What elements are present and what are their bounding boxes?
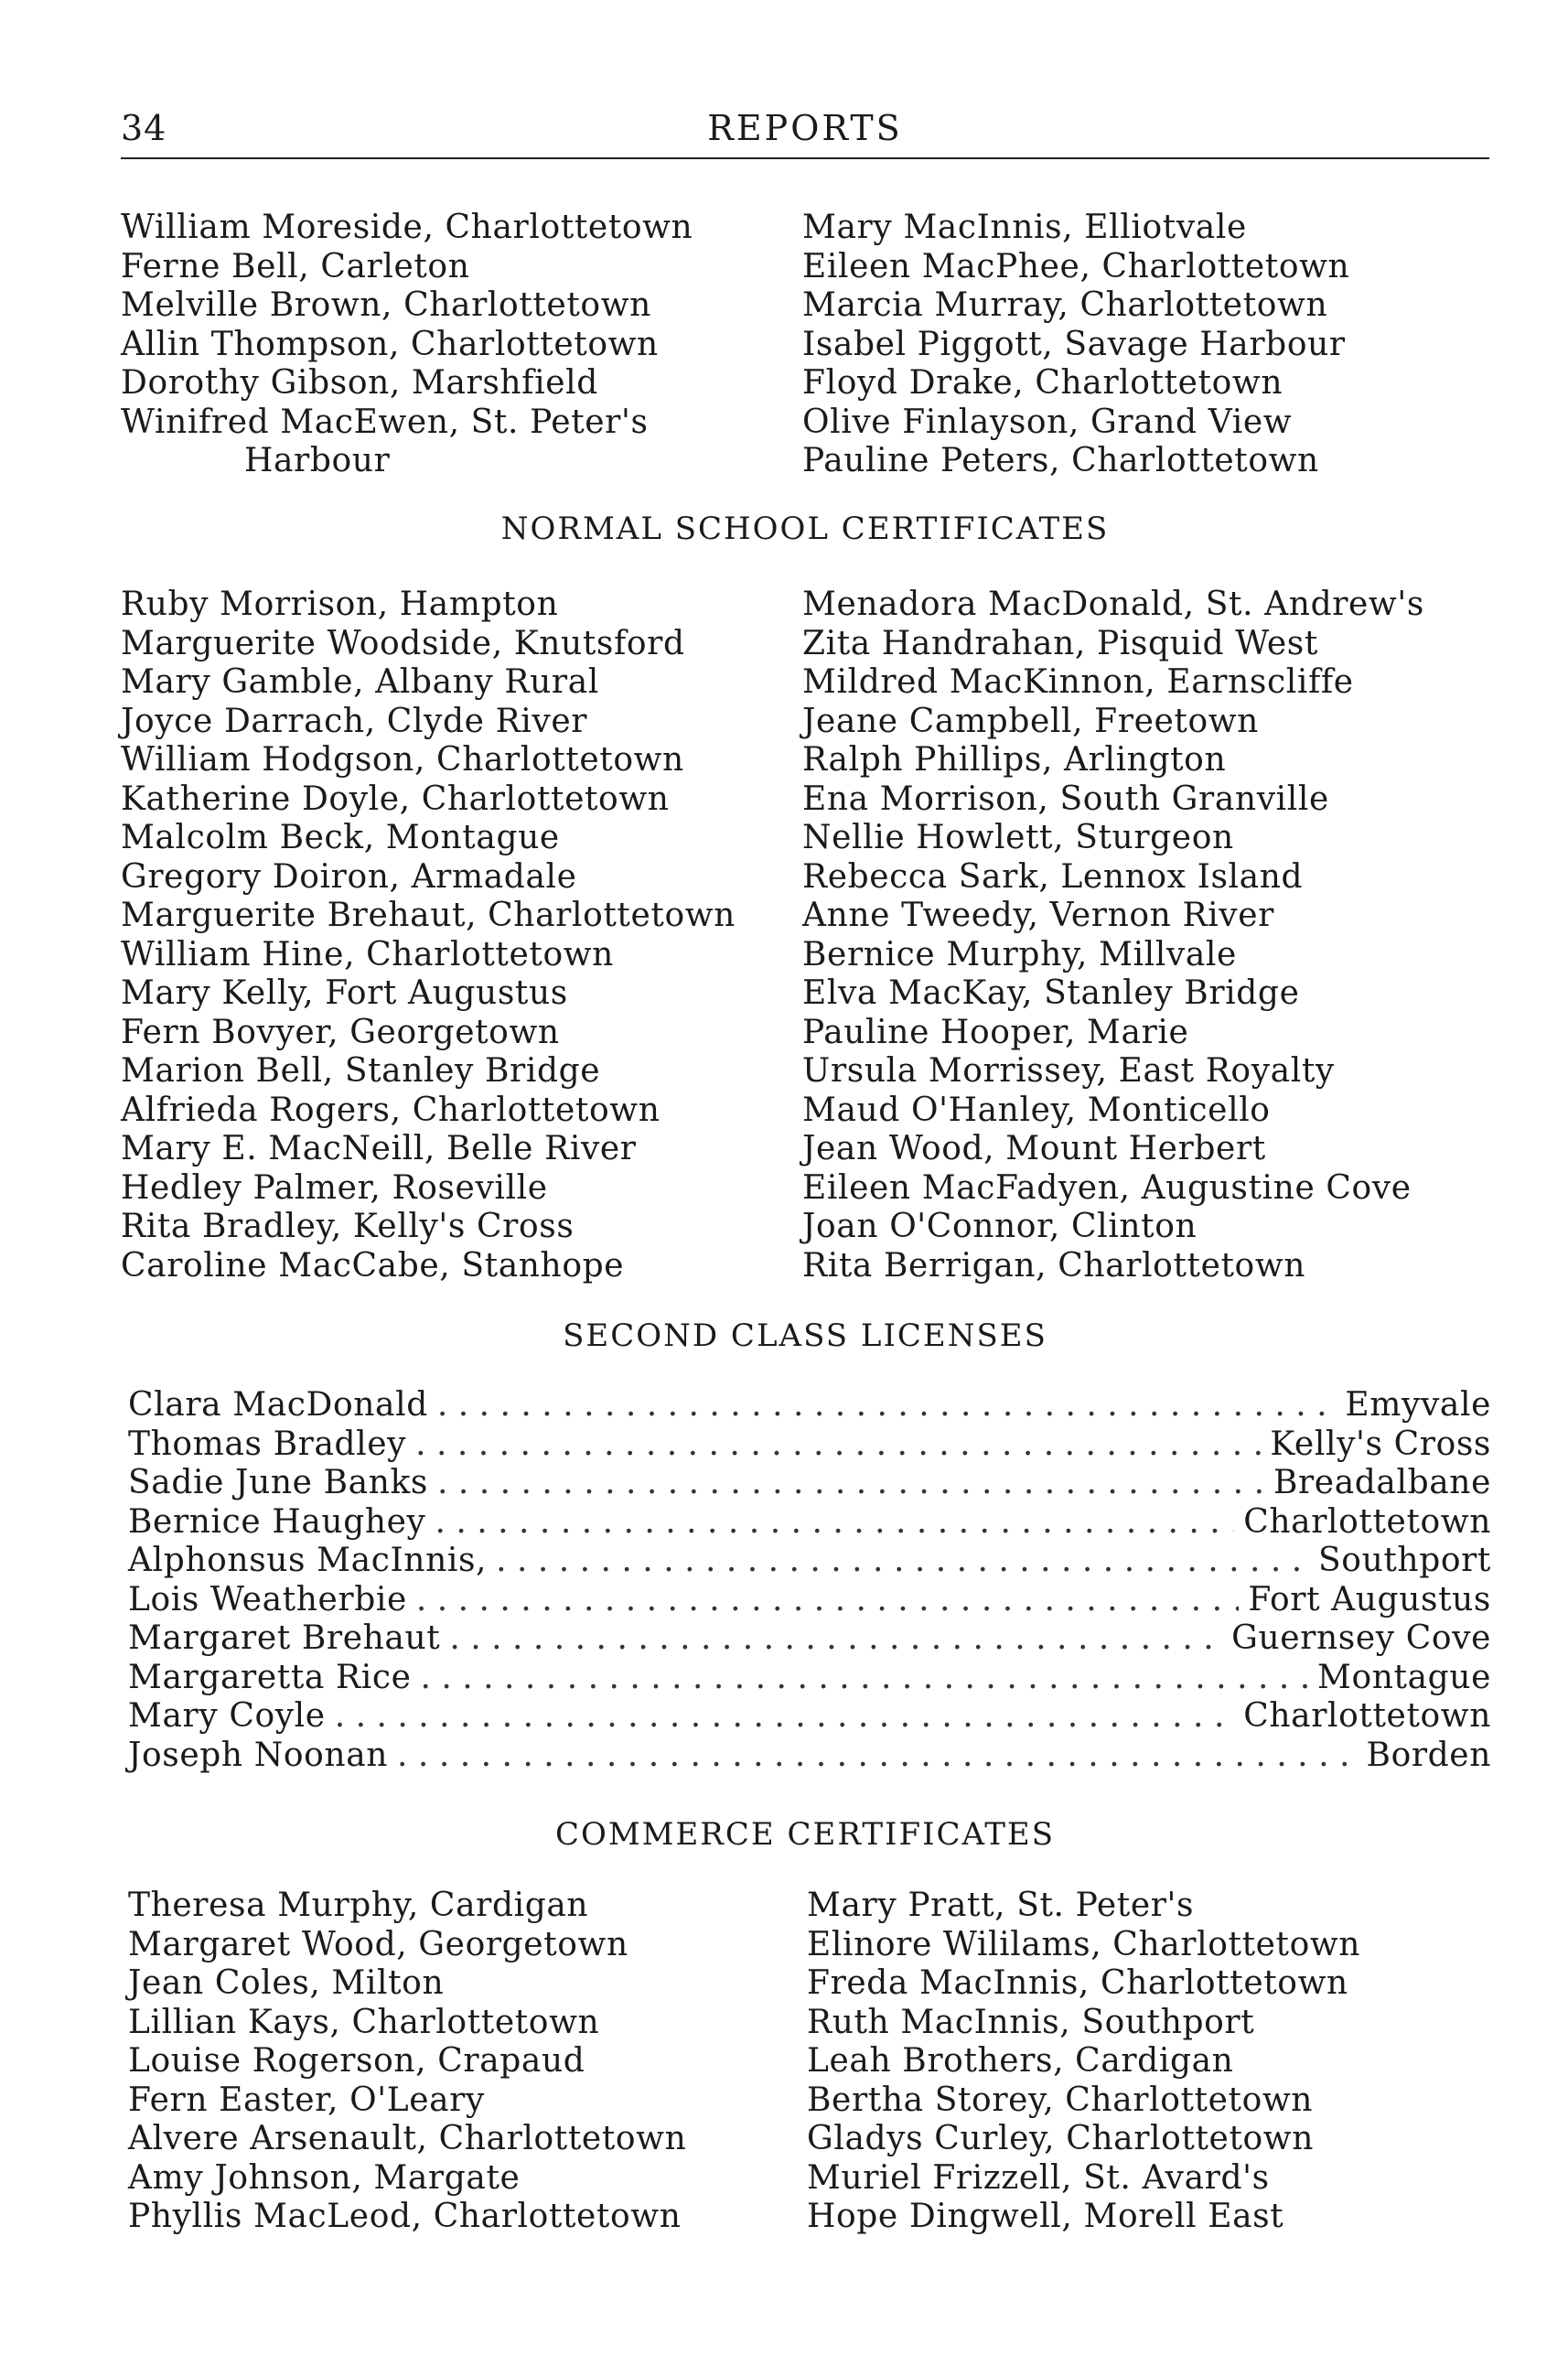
licensee-place: Charlottetown (1243, 1697, 1491, 1735)
list-item: Bernice Murphy, Millvale (802, 935, 1237, 973)
list-item: Theresa Murphy, Cardigan (128, 1887, 589, 1924)
list-item: Dorothy Gibson, Marshfield (121, 364, 598, 402)
list-item: Elinore Wililams, Charlottetown (807, 1925, 1361, 1963)
list-item: Gladys Curley, Charlottetown (807, 2120, 1315, 2157)
leader-row (128, 1581, 1491, 1620)
list-item: Phyllis MacLeod, Charlottetown (128, 2198, 682, 2235)
dot-leader (416, 1581, 1240, 1620)
list-item: Mary Gamble, Albany Rural (121, 663, 599, 701)
dot-leader (496, 1542, 1309, 1581)
list-item: William Hine, Charlottetown (121, 935, 614, 973)
list-item: Mary MacInnis, Elliotvale (802, 209, 1247, 246)
second-class-list (128, 1386, 1491, 1775)
leader-row (128, 1386, 1491, 1425)
list-item: Olive Finlayson, Grand View (802, 403, 1293, 441)
list-item: Jean Wood, Mount Herbert (802, 1130, 1266, 1167)
page-number: 34 (121, 108, 167, 148)
licensee-place: Fort Augustus (1248, 1580, 1491, 1618)
list-item: Alfrieda Rogers, Charlottetown (121, 1091, 660, 1129)
second-class-heading: SECOND CLASS LICENSES (563, 1317, 1047, 1354)
list-item: Nellie Howlett, Sturgeon (802, 819, 1234, 856)
list-item: Joyce Darrach, Clyde River (121, 702, 588, 740)
list-item: Eileen MacPhee, Charlottetown (802, 247, 1350, 285)
list-item: William Moreside, Charlottetown (121, 209, 693, 246)
list-item: Ruby Morrison, Hampton (121, 586, 559, 623)
list-item: Menadora MacDonald, St. Andrew's (802, 586, 1424, 623)
licensee-place: Kelly's Cross (1270, 1425, 1491, 1463)
dot-leader (397, 1737, 1357, 1776)
list-item: Ralph Phillips, Arlington (802, 741, 1227, 779)
list-item: Malcolm Beck, Montague (121, 819, 560, 856)
list-item: Allin Thompson, Charlottetown (121, 325, 659, 363)
list-item-continuation: Harbour (244, 442, 391, 479)
continued-list-left-column (121, 209, 789, 481)
list-item: Floyd Drake, Charlottetown (802, 364, 1283, 402)
leader-row (128, 1697, 1491, 1737)
list-item: Freda MacInnis, Charlottetown (807, 1964, 1348, 2002)
list-item: Melville Brown, Charlottetown (121, 286, 651, 324)
list-item: Zita Handrahan, Pisquid West (802, 624, 1318, 662)
list-item: Caroline MacCabe, Stanhope (121, 1246, 625, 1285)
licensee-name: Sadie June Banks (128, 1464, 428, 1501)
dot-leader (335, 1697, 1235, 1737)
dot-leader (437, 1464, 1264, 1503)
licensee-name: Alphonsus MacInnis, (128, 1542, 488, 1579)
list-item: Ferne Bell, Carleton (121, 247, 470, 285)
list-item: Fern Easter, O'Leary (128, 2081, 485, 2119)
dot-leader (449, 1619, 1222, 1659)
list-item: Maud O'Hanley, Monticello (802, 1091, 1271, 1129)
licensee-place: Southport (1318, 1542, 1491, 1579)
dot-leader (437, 1386, 1337, 1425)
licensee-name: Joseph Noonan (128, 1736, 389, 1774)
leader-row (128, 1503, 1491, 1543)
commerce-left-column (128, 1887, 796, 2237)
list-item: Mary Kelly, Fort Augustus (121, 974, 568, 1012)
list-item: Margaret Wood, Georgetown (128, 1925, 628, 1963)
list-item: Hope Dingwell, Morell East (807, 2198, 1284, 2235)
leader-row (128, 1542, 1491, 1581)
list-item: Isabel Piggott, Savage Harbour (802, 325, 1346, 363)
list-item: Jean Coles, Milton (128, 1964, 445, 2002)
list-item: Rebecca Sark, Lennox Island (802, 857, 1304, 896)
list-item: Anne Tweedy, Vernon River (802, 897, 1274, 934)
licensee-place: Guernsey Cove (1231, 1619, 1491, 1657)
list-item: Marguerite Woodside, Knutsford (121, 624, 685, 662)
licensee-place: Borden (1366, 1736, 1491, 1774)
dot-leader (435, 1503, 1235, 1543)
list-item: Amy Johnson, Margate (128, 2158, 521, 2197)
commerce-right-column (807, 1887, 1539, 2237)
licensee-place: Breadalbane (1273, 1464, 1491, 1501)
list-item: William Hodgson, Charlottetown (121, 741, 684, 779)
licensee-name: Margaret Brehaut (128, 1619, 441, 1657)
list-item: Leah Brothers, Cardigan (807, 2042, 1234, 2080)
list-item: Pauline Hooper, Marie (802, 1013, 1189, 1051)
list-item: Mildred MacKinnon, Earnscliffe (802, 663, 1354, 701)
licensee-name: Bernice Haughey (128, 1502, 426, 1541)
licensee-place: Emyvale (1345, 1386, 1491, 1424)
normal-school-left-column (121, 586, 789, 1285)
list-item: Winifred MacEwen, St. Peter's (121, 403, 649, 441)
leader-row (128, 1619, 1491, 1659)
leader-row (128, 1425, 1491, 1465)
licensee-place: Charlottetown (1243, 1502, 1491, 1541)
list-item: Ena Morrison, South Granville (802, 780, 1329, 818)
commerce-heading: COMMERCE CERTIFICATES (554, 1816, 1056, 1853)
list-item: Marcia Murray, Charlottetown (802, 286, 1328, 324)
licensee-place: Montague (1317, 1658, 1491, 1696)
list-item: Marion Bell, Stanley Bridge (121, 1052, 601, 1090)
leader-row (128, 1659, 1491, 1698)
list-item: Rita Bradley, Kelly's Cross (121, 1208, 575, 1245)
licensee-name: Clara MacDonald (128, 1386, 428, 1424)
list-item: Katherine Doyle, Charlottetown (121, 780, 670, 818)
continued-list-right-column (802, 209, 1534, 481)
list-item: Louise Rogerson, Crapaud (128, 2042, 585, 2080)
leader-row (128, 1737, 1491, 1776)
licensee-name: Margaretta Rice (128, 1658, 412, 1696)
list-item: Bertha Storey, Charlottetown (807, 2081, 1314, 2119)
running-title: REPORTS (707, 108, 903, 148)
list-item: Hedley Palmer, Roseville (121, 1168, 548, 1207)
list-item: Muriel Frizzell, St. Avard's (807, 2158, 1270, 2197)
list-item: Fern Bovyer, Georgetown (121, 1013, 560, 1051)
list-item: Elva MacKay, Stanley Bridge (802, 974, 1300, 1012)
list-item: Joan O'Connor, Clinton (802, 1208, 1197, 1245)
licensee-name: Mary Coyle (128, 1697, 326, 1735)
list-item: Alvere Arsenault, Charlottetown (128, 2120, 687, 2157)
list-item: Jeane Campbell, Freetown (802, 702, 1259, 740)
licensee-name: Thomas Bradley (128, 1425, 407, 1463)
list-item: Mary E. MacNeill, Belle River (121, 1130, 637, 1167)
dot-leader (415, 1425, 1261, 1465)
list-item: Rita Berrigan, Charlottetown (802, 1246, 1306, 1285)
list-item: Ursula Morrissey, East Royalty (802, 1052, 1335, 1090)
normal-school-heading: NORMAL SCHOOL CERTIFICATES (500, 511, 1110, 547)
list-item: Gregory Doiron, Armadale (121, 857, 577, 896)
list-item: Ruth MacInnis, Southport (807, 2003, 1255, 2041)
header-rule (121, 157, 1489, 159)
list-item: Pauline Peters, Charlottetown (802, 442, 1319, 479)
dot-leader (420, 1659, 1308, 1698)
list-item: Marguerite Brehaut, Charlottetown (121, 897, 736, 934)
list-item: Mary Pratt, St. Peter's (807, 1887, 1195, 1924)
list-item: Eileen MacFadyen, Augustine Cove (802, 1168, 1412, 1207)
normal-school-right-column (802, 586, 1534, 1285)
leader-row (128, 1464, 1491, 1503)
licensee-name: Lois Weatherbie (128, 1580, 407, 1618)
page-header (121, 108, 1489, 154)
list-item: Lillian Kays, Charlottetown (128, 2003, 600, 2041)
